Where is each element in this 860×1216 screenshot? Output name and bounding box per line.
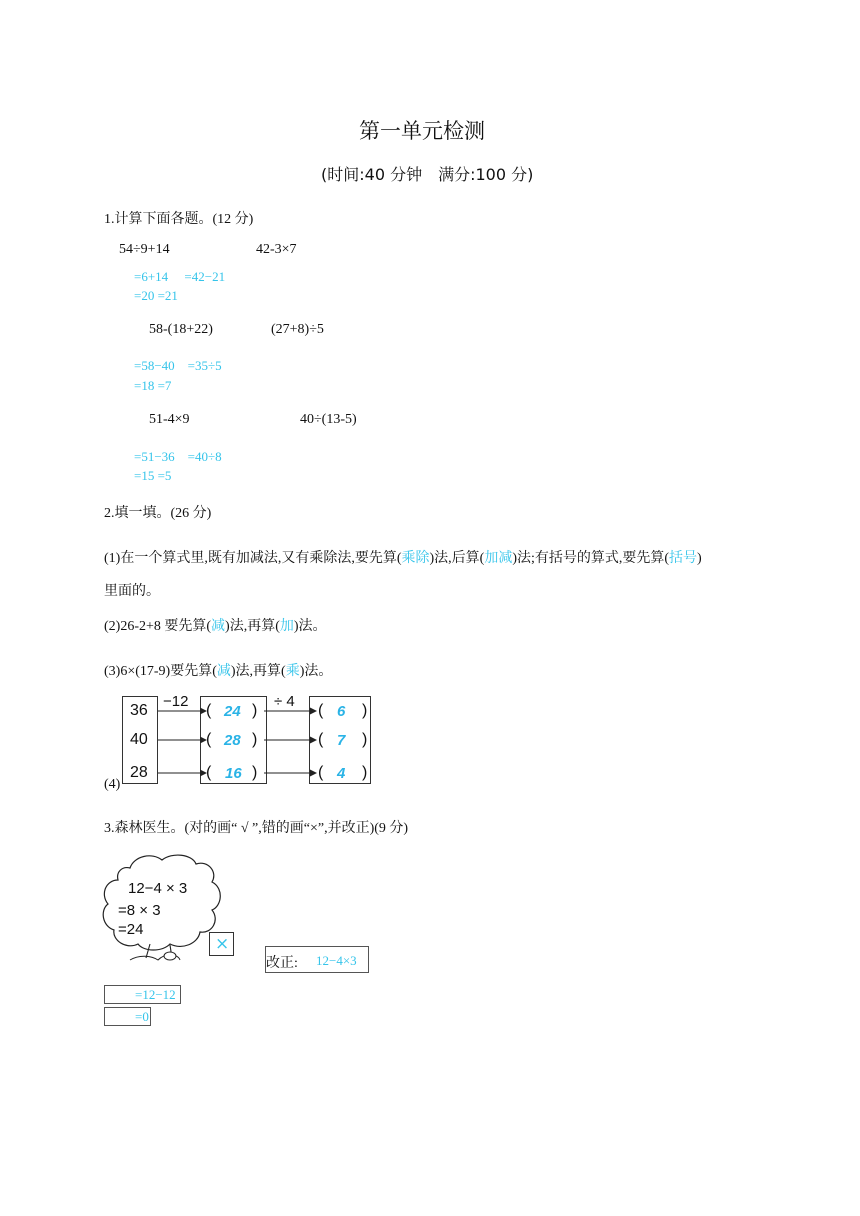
operation-minus-12: −12	[163, 693, 189, 710]
middle-paren-2-close: )	[252, 731, 258, 748]
tree-line-1: 12−4 × 3	[128, 880, 188, 897]
middle-value-3: 16	[225, 765, 242, 782]
correction-line-1: 12−4×3	[316, 953, 357, 968]
q1-row1-answer-step1: =6+14 =42−21	[134, 269, 226, 284]
q2-part1-text3: )法;有括号的算式,要先算(	[512, 551, 670, 566]
q2-part3-answer2: 乘	[285, 664, 300, 679]
page-title: 第一单元检测	[359, 119, 485, 143]
tree-line-2: =8 × 3	[118, 902, 161, 919]
middle-paren-1: (	[206, 702, 212, 719]
q2-part1-answer2: 加减	[484, 551, 513, 566]
page-subtitle: (时间:40 分钟 满分:100 分)	[321, 165, 534, 184]
operation-divide-4: ÷ 4	[274, 693, 295, 710]
q3-heading: 3.森林医生。(对的画“ √ ”,错的画“×”,并改正)(9 分)	[104, 821, 409, 836]
middle-paren-1-close: )	[252, 702, 258, 719]
output-paren-3: (	[318, 764, 324, 781]
output-paren-2: (	[318, 731, 324, 748]
q2-part2-text3: )法。	[293, 619, 327, 634]
q2-part1-answer3: 括号	[669, 551, 698, 566]
q1-row2-answer-step1: =58−40 =35÷5	[134, 358, 222, 373]
output-paren-1: (	[318, 702, 324, 719]
answer-mark-box	[209, 932, 234, 956]
q2-part1-line2: 里面的。	[104, 584, 160, 599]
correction-line-3: =0	[135, 1009, 149, 1024]
q2-part2-answer1: 减	[211, 619, 226, 634]
middle-paren-3-close: )	[252, 764, 258, 781]
q1-row2-answer-step2: =18 =7	[134, 378, 172, 393]
q2-part1-text1: (1)在一个算式里,既有加减法,又有乘除法,要先算(	[104, 551, 402, 566]
input-value-1: 36	[130, 702, 148, 719]
q2-part2-text2: )法,再算(	[225, 619, 280, 634]
output-paren-2-close: )	[362, 731, 368, 748]
q1-row2-expr-b: (27+8)÷5	[271, 322, 324, 337]
q1-row3-expr-a: 51-4×9	[149, 412, 190, 427]
middle-paren-3: (	[206, 764, 212, 781]
q2-part2-text1: (2)26-2+8 要先算(	[104, 619, 212, 634]
input-value-2: 40	[130, 731, 148, 748]
correction-box-1	[265, 946, 369, 973]
middle-paren-2: (	[206, 731, 212, 748]
q1-row1-expr-b: 42-3×7	[256, 242, 297, 257]
q2-part3-text1: (3)6×(17-9)要先算(	[104, 664, 217, 679]
q2-part1-text2: )法,后算(	[429, 551, 485, 566]
q1-row2-expr-a: 58-(18+22)	[149, 322, 213, 337]
q1-heading: 1.计算下面各题。(12 分)	[104, 212, 254, 227]
q2-part1-answer1: 乘除	[401, 551, 430, 566]
correction-box-3	[104, 1007, 151, 1026]
q2-part3-text3: )法。	[299, 664, 333, 679]
output-paren-3-close: )	[362, 764, 368, 781]
q2-part3-text2: )法,再算(	[230, 664, 286, 679]
output-paren-1-close: )	[362, 702, 368, 719]
output-value-2: 7	[337, 732, 346, 749]
middle-value-2: 28	[224, 732, 241, 749]
q2-heading: 2.填一填。(26 分)	[104, 506, 212, 521]
correction-box-2	[104, 985, 181, 1004]
q1-row3-answer-step1: =51−36 =40÷8	[134, 449, 222, 464]
output-value-1: 6	[337, 703, 346, 720]
q1-row1-answer-step2: =20 =21	[134, 288, 178, 303]
q2-part1-text4: )	[697, 551, 702, 566]
middle-value-1: 24	[224, 703, 241, 720]
q2-part2-answer2: 加	[279, 619, 294, 634]
arrows-layer	[118, 692, 374, 788]
cross-mark: ×	[215, 934, 230, 954]
q2-part2	[104, 615, 327, 635]
q2-part3	[104, 660, 332, 680]
q2-part3-answer1: 减	[216, 664, 231, 679]
q2-part4-label: (4)	[104, 777, 121, 792]
correction-line-2: =12−12	[135, 987, 176, 1002]
correction-label: 改正:	[266, 956, 298, 971]
q2-part1-line1	[104, 547, 702, 567]
input-value-3: 28	[130, 764, 148, 781]
q2-part4-diagram	[118, 692, 374, 788]
tree-line-3: =24	[118, 921, 144, 938]
q1-row3-answer-step2: =15 =5	[134, 468, 172, 483]
q1-row3-expr-b: 40÷(13-5)	[300, 412, 357, 427]
q1-row1-expr-a: 54÷9+14	[119, 242, 170, 257]
output-value-3: 4	[337, 765, 346, 782]
